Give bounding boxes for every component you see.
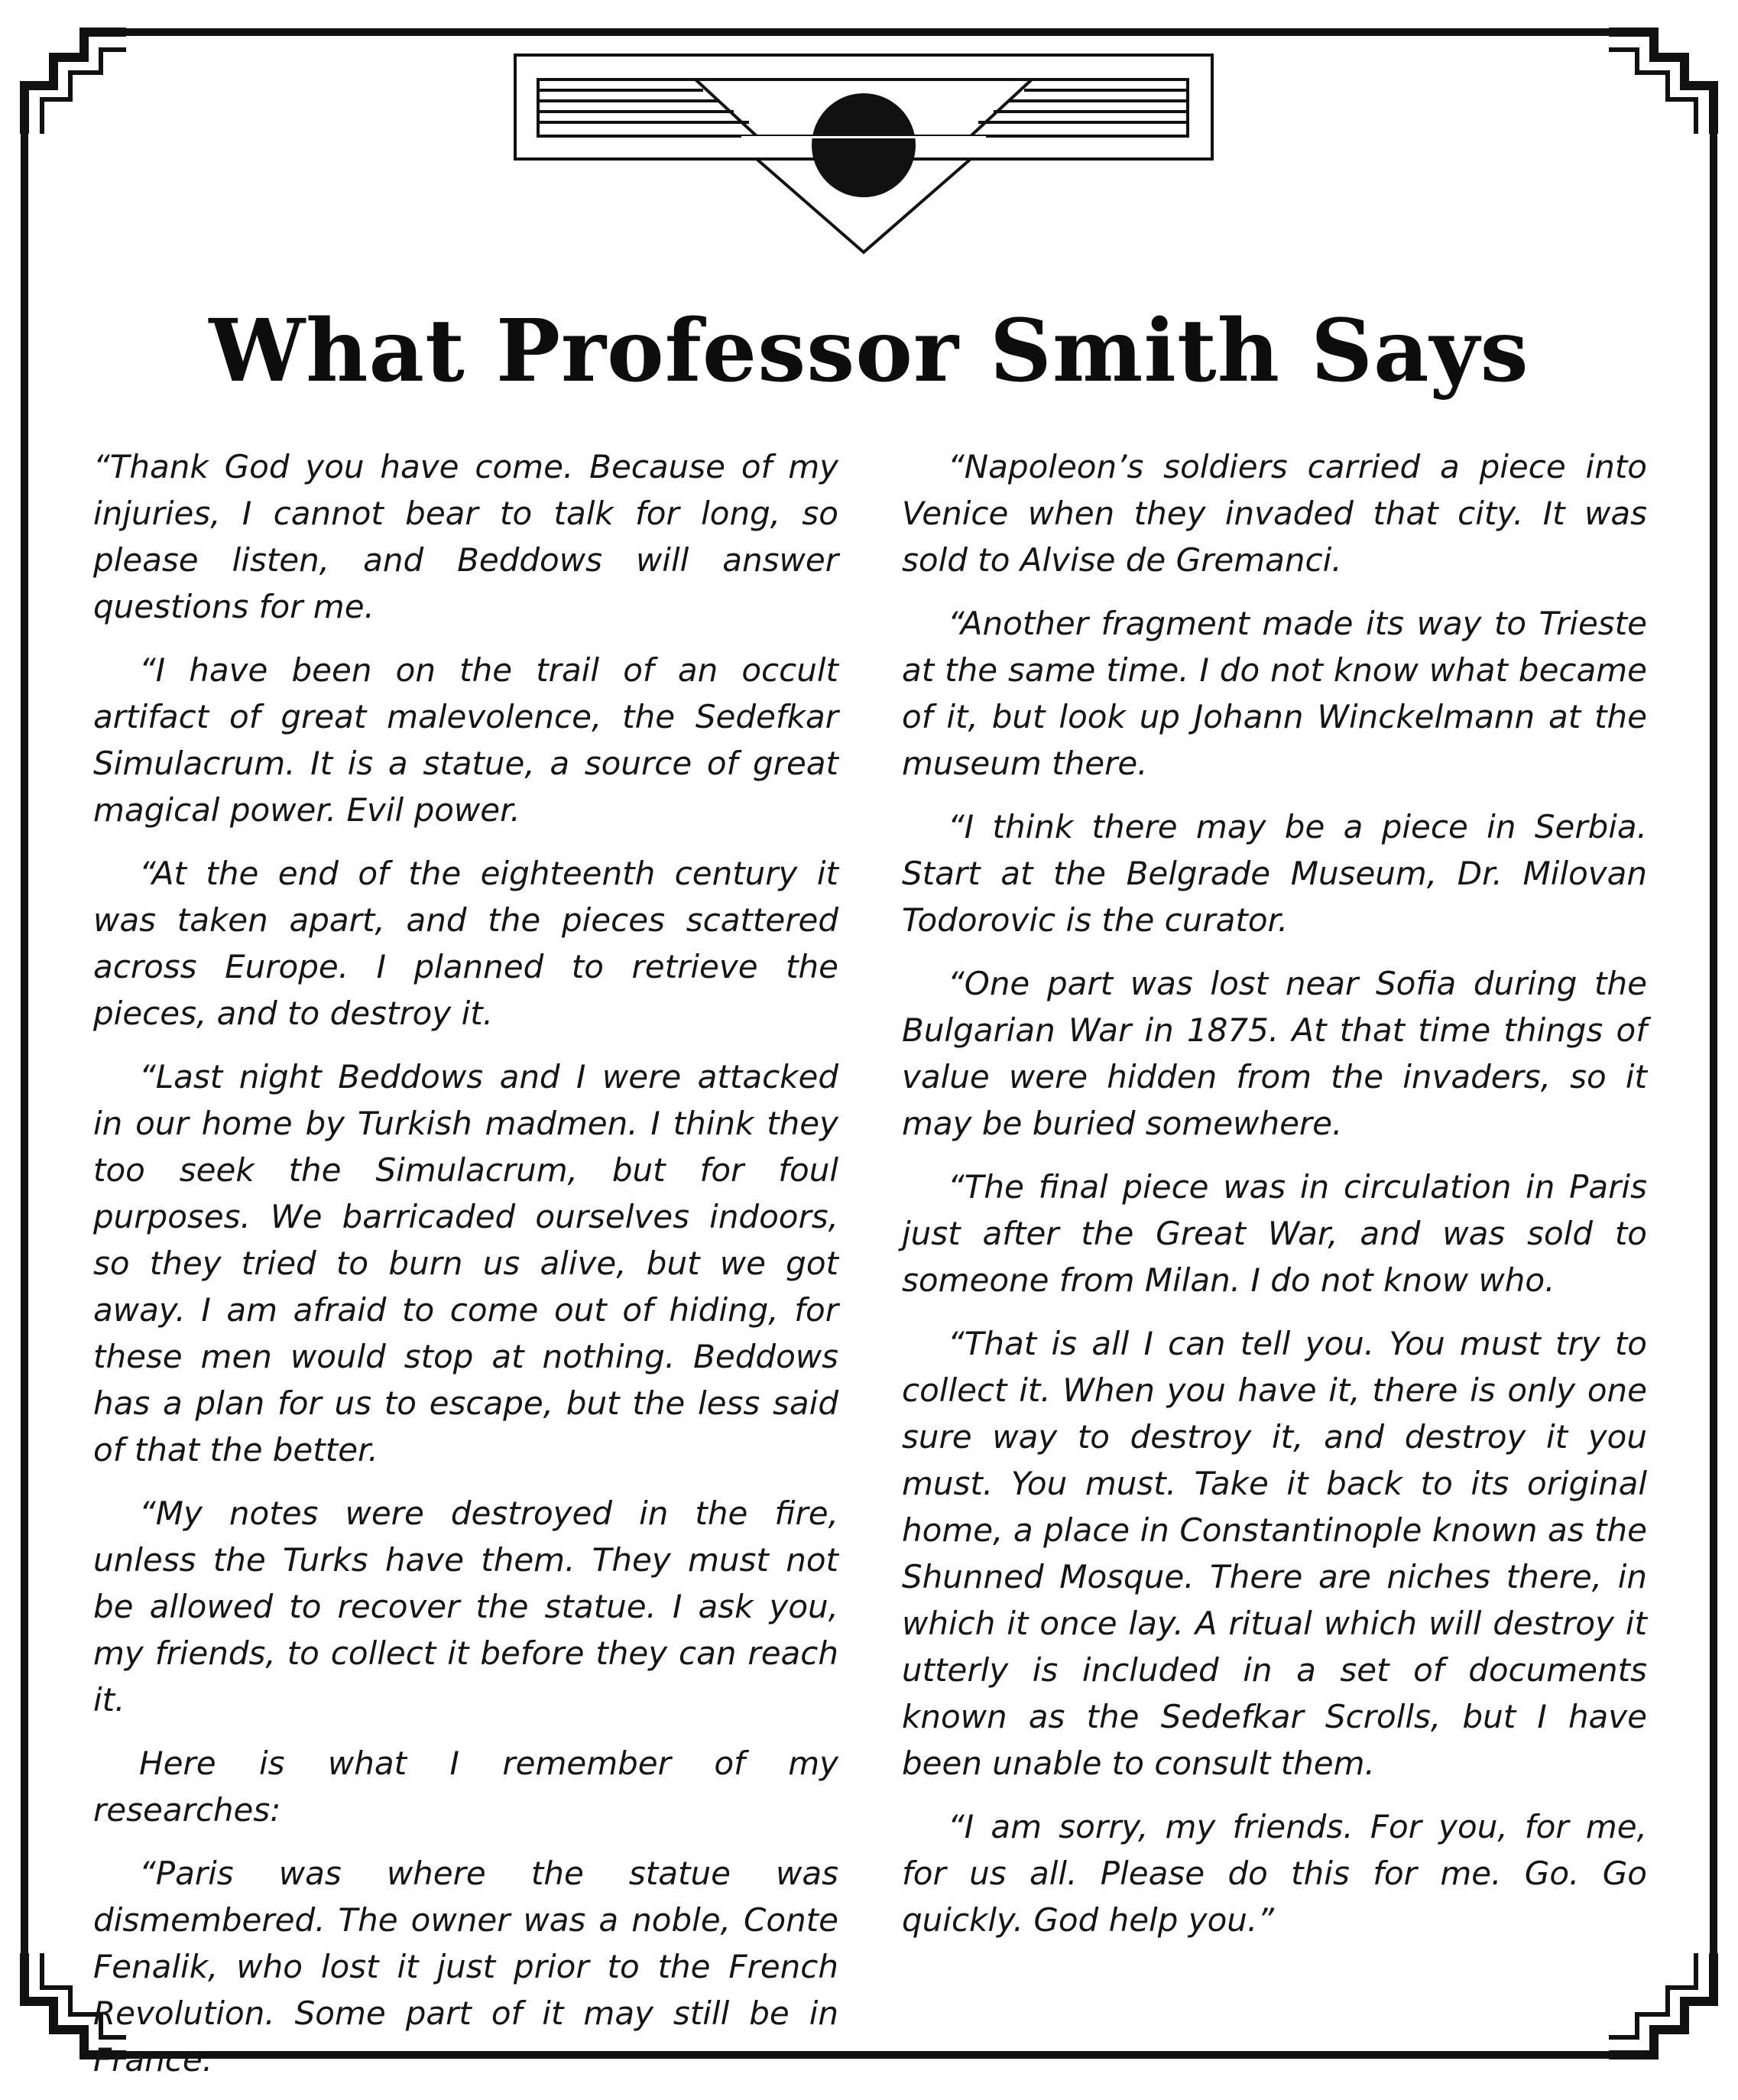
corner-ornament-top-left [24, 32, 126, 134]
right-column [902, 443, 1647, 1960]
paragraph: “Napoleon’s soldiers carried a piece into Venice when they invaded that city. It was sold to Alvise de Gremanci. [902, 448, 1647, 579]
left-column [93, 443, 838, 2100]
paragraph: “I think there may be a piece in Serbia. Start at the Belgrade Museum, Dr. Milovan Todorovic is the curator. [902, 808, 1647, 939]
page-title: What Professor Smith Says [209, 301, 1529, 401]
paragraph: “That is all I can tell you. You must try to collect it. When you have it, there is only one sure way to destroy it, and destroy it you must. You must. Take it back to its original home, a place in Constantinople known as the Shunned Mosque. There are niches there, in which it once lay. A ritual which will destroy it utterly is included in a set of documents known as the Sedefkar Scrolls, but I have been unable to consult them. [902, 1325, 1647, 1782]
corner-ornament-top-right [1609, 32, 1714, 134]
corner-ornament-bottom-right [1609, 1953, 1714, 2055]
art-deco-emblem [504, 52, 1223, 260]
paragraph: “Paris was where the statue was dismembered. The owner was a noble, Conte Fenalik, who lost it just prior to the French Revolution. Some part of it may still be in France. [93, 1855, 838, 2079]
paragraph: “Another fragment made its way to Trieste at the same time. I do not know what became of it, but look up Johann Winckelmann at the museum there. [902, 605, 1647, 782]
paragraph: Here is what I remember of my researches: [93, 1745, 838, 1829]
paragraph: “I have been on the trail of an occult artifact of great malevolence, the Sedefkar Simulacrum. It is a statue, a source of great magical power. Evil power. [93, 651, 838, 829]
paragraph: “At the end of the eighteenth century it was taken apart, and the pieces scattered across Europe. I planned to retrieve the pieces, and to destroy it. [93, 855, 838, 1032]
paragraph: “My notes were destroyed in the fire, unless the Turks have them. They must not be allowed to recover the statue. I ask you, my friends, to collect it before they can reach it. [93, 1495, 838, 1719]
paragraph: “Last night Beddows and I were attacked in our home by Turkish madmen. I think they too seek the Simulacrum, but for foul purposes. We barricaded ourselves indoors, so they tried to burn us alive, but we got away. I am afraid to come out of hiding, for these men would stop at nothing. Beddows has a plan for us to escape, but the less said of that the better. [93, 1058, 838, 1469]
paragraph: “I am sorry, my friends. For you, for me, for us all. Please do this for me. Go. Go quickly. God help you.” [902, 1808, 1647, 1939]
paragraph: “Thank God you have come. Because of my injuries, I cannot bear to talk for long, so please listen, and Beddows will answer questions for me. [93, 448, 838, 625]
paragraph: “The final piece was in circulation in Paris just after the Great War, and was sold to someone from Milan. I do not know who. [902, 1168, 1647, 1299]
paragraph: “One part was lost near Sofia during the Bulgarian War in 1875. At that time things of value were hidden from the invaders, so it may be buried somewhere. [902, 965, 1647, 1142]
